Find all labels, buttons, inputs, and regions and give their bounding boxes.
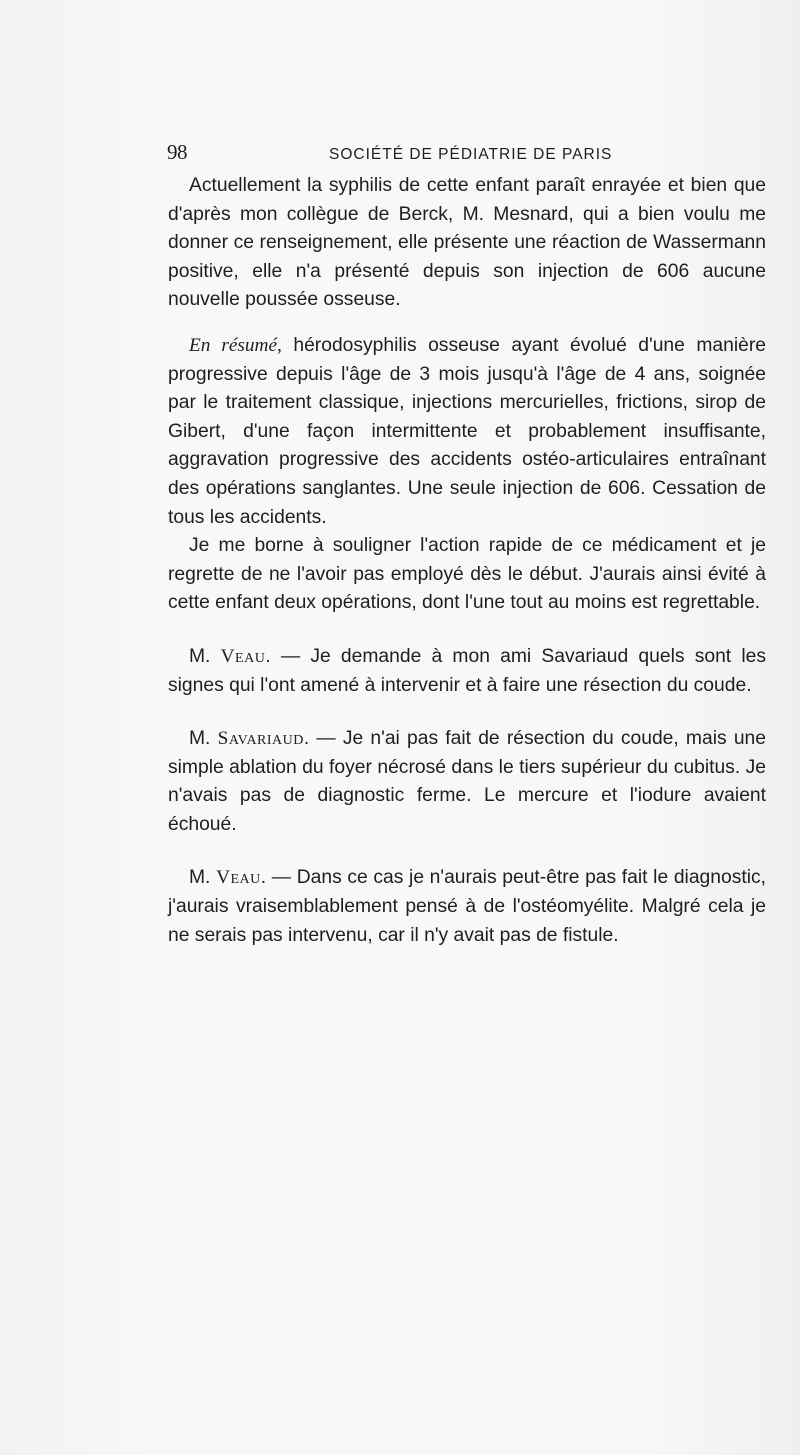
paragraph-gap (168, 700, 766, 725)
speaker-prefix: M. (189, 728, 218, 750)
summary-lead: En résumé, (189, 334, 282, 356)
paragraph-5 (168, 725, 766, 839)
paragraph-gap (168, 315, 766, 332)
paragraph-1: Actuellement la syphilis de cette enfant paraît enrayée et bien que d'après mon collègue de Berck, M. Mesnard, qui a bien voulu me donner ce renseignement, elle présente une réaction de Wassermann positive, elle n'a présenté depuis son injection de 606 aucune nouvelle poussée osseuse. (168, 175, 766, 311)
paragraph-4 (168, 643, 766, 700)
speaker-name: Veau (220, 645, 266, 667)
page-header (167, 140, 767, 170)
summary-text: hérodosyphilis osseuse ayant évolué d'une manière progressive depuis l'âge de 3 mois jusqu'à l'âge de 4 ans, soignée par le traitement classique, injections mercurielles, frictions, sirop de Gibert, d'une façon intermittente et probablement insuffisante, aggravation progressive des accidents ostéo-articulaires entraînant des opérations sanglantes. Une seule injection de 606. Cessation de tous les accidents. (168, 334, 767, 528)
speech-text: . — Je n'ai pas fait de résection du coude, mais une simple ablation du foyer nécrosé dans le tiers supérieur du cubitus. Je n'avais pas de diagnostic ferme. Le mercure et l'iodure avaient échoué. (168, 728, 766, 835)
speech-text: . — Dans ce cas je n'aurais peut-être pas fait le diagnostic, j'aurais vraisemblablement pensé à de l'ostéomyélite. Malgré cela je ne serais pas intervenu, car il n'y avait pas de fistule. (168, 867, 766, 946)
page-number: 98 (167, 140, 187, 164)
paragraph-6 (168, 864, 766, 950)
speaker-prefix: M. (189, 867, 217, 889)
body-text (168, 172, 766, 950)
speech-text: . — Je demande à mon ami Savariaud quels sont les signes qui l'ont amené à intervenir et à faire une résection du coude. (168, 645, 767, 696)
paragraph-3: Je me borne à souligner l'action rapide de ce médicament et je regrette de ne l'avoir pas employé dès le début. J'aurais ainsi évité à cette enfant deux opérations, dont l'une tout au moins est regrettable. (168, 535, 766, 614)
speaker-prefix: M. (189, 645, 221, 667)
paragraph-gap (168, 839, 766, 864)
paragraph-2 (168, 332, 766, 532)
running-title: SOCIÉTÉ DE PÉDIATRIE DE PARIS (329, 146, 613, 163)
speaker-name: Veau (216, 867, 261, 889)
paragraph-gap (168, 618, 766, 643)
speaker-name: Savariaud (217, 728, 304, 750)
